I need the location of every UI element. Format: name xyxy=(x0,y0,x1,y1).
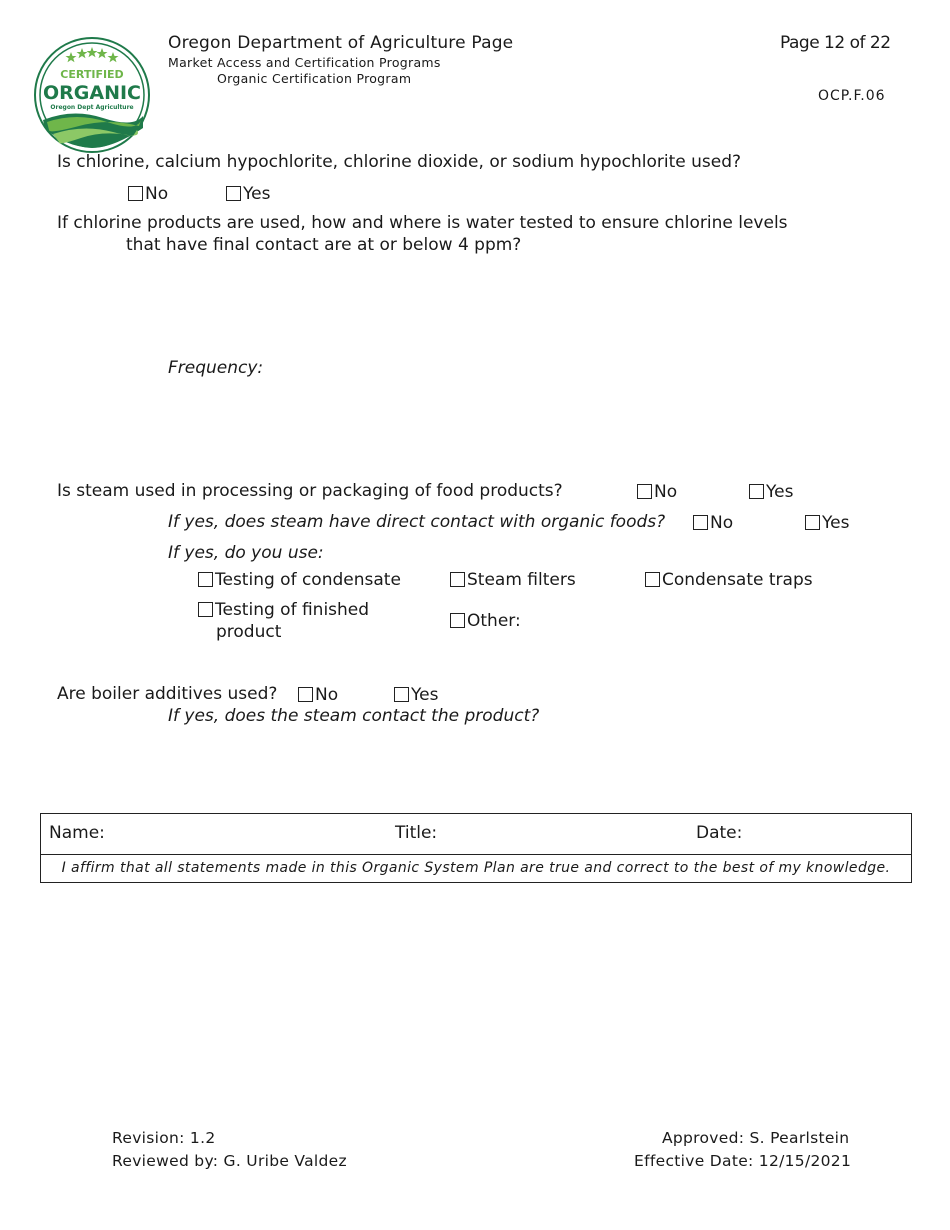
date-field-label[interactable]: Date: xyxy=(696,823,743,843)
steam-contact-yes-option[interactable] xyxy=(805,513,849,533)
chlorine-no-checkbox[interactable] xyxy=(128,186,143,201)
svg-text:ORGANIC: ORGANIC xyxy=(43,82,141,104)
testing-condensate-label: Testing of condensate xyxy=(215,570,401,590)
signature-fields-row xyxy=(41,814,911,855)
testing-finished-label: Testing of finished xyxy=(215,600,370,620)
chlorine-test-question-line1: If chlorine products are used, how and where is water tested to ensure chlorine levels xyxy=(57,213,788,233)
testing-finished-checkbox[interactable] xyxy=(198,602,213,617)
title-field-label[interactable]: Title: xyxy=(395,823,438,843)
steam-contact-no-label: No xyxy=(710,513,734,533)
steam-yes-option[interactable] xyxy=(749,482,793,502)
page-number: Page 12 of 22 xyxy=(780,33,891,53)
signature-table xyxy=(40,813,912,883)
affirmation-statement: I affirm that all statements made in this Organic System Plan are true and correct to the best of my knowledge. xyxy=(61,860,891,876)
other-checkbox[interactable] xyxy=(450,613,465,628)
reviewed-by-text: Reviewed by: G. Uribe Valdez xyxy=(112,1152,347,1170)
steam-yes-checkbox[interactable] xyxy=(749,484,764,499)
program-name: Organic Certification Program xyxy=(217,71,412,86)
testing-condensate-option[interactable] xyxy=(198,570,401,590)
chlorine-no-label: No xyxy=(145,184,169,204)
form-code: OCP.F.06 xyxy=(818,88,886,104)
chlorine-yes-label: Yes xyxy=(243,184,271,204)
steam-filters-label: Steam filters xyxy=(467,570,576,590)
organic-seal-icon xyxy=(33,36,151,154)
chlorine-no-option[interactable] xyxy=(128,184,168,204)
steam-no-label: No xyxy=(654,482,678,502)
name-field-label[interactable]: Name: xyxy=(49,823,105,843)
testing-finished-option[interactable] xyxy=(198,600,369,620)
chlorine-yes-checkbox[interactable] xyxy=(226,186,241,201)
condensate-traps-label: Condensate traps xyxy=(662,570,813,590)
certified-organic-logo xyxy=(33,36,151,154)
boiler-question: Are boiler additives used? xyxy=(57,684,278,704)
steam-question: Is steam used in processing or packaging of food products? xyxy=(57,481,563,501)
approved-by-text: Approved: S. Pearlstein xyxy=(662,1129,850,1147)
boiler-yes-label: Yes xyxy=(411,685,439,705)
svg-text:CERTIFIED: CERTIFIED xyxy=(60,68,124,81)
other-label: Other: xyxy=(467,611,521,631)
boiler-no-checkbox[interactable] xyxy=(298,687,313,702)
condensate-traps-checkbox[interactable] xyxy=(645,572,660,587)
testing-finished-label-line2: product xyxy=(216,622,282,642)
svg-text:Oregon Dept Agriculture: Oregon Dept Agriculture xyxy=(50,104,134,111)
chlorine-yes-option[interactable] xyxy=(226,184,270,204)
steam-filters-option[interactable] xyxy=(450,570,576,590)
steam-no-checkbox[interactable] xyxy=(637,484,652,499)
other-option[interactable] xyxy=(450,611,521,631)
steam-contact-no-option[interactable] xyxy=(693,513,733,533)
steam-filters-checkbox[interactable] xyxy=(450,572,465,587)
frequency-label: Frequency: xyxy=(168,358,264,378)
org-title: Oregon Department of Agriculture Page xyxy=(168,33,514,53)
steam-no-option[interactable] xyxy=(637,482,677,502)
boiler-yes-option[interactable] xyxy=(394,685,438,705)
steam-contact-no-checkbox[interactable] xyxy=(693,515,708,530)
chlorine-question: Is chlorine, calcium hypochlorite, chlorine dioxide, or sodium hypochlorite used? xyxy=(57,152,742,172)
boiler-contact-question: If yes, does the steam contact the product? xyxy=(168,706,540,726)
steam-contact-question: If yes, does steam have direct contact with organic foods? xyxy=(168,512,666,532)
steam-contact-yes-label: Yes xyxy=(822,513,850,533)
boiler-no-option[interactable] xyxy=(298,685,338,705)
condensate-traps-option[interactable] xyxy=(645,570,813,590)
steam-use-question: If yes, do you use: xyxy=(168,543,324,563)
boiler-no-label: No xyxy=(315,685,339,705)
revision-text: Revision: 1.2 xyxy=(112,1129,216,1147)
steam-yes-label: Yes xyxy=(766,482,794,502)
steam-contact-yes-checkbox[interactable] xyxy=(805,515,820,530)
testing-condensate-checkbox[interactable] xyxy=(198,572,213,587)
division-name: Market Access and Certification Programs xyxy=(168,55,441,70)
effective-date-text: Effective Date: 12/15/2021 xyxy=(634,1152,852,1170)
chlorine-test-question-line2: that have final contact are at or below 4 ppm? xyxy=(126,235,522,255)
boiler-yes-checkbox[interactable] xyxy=(394,687,409,702)
